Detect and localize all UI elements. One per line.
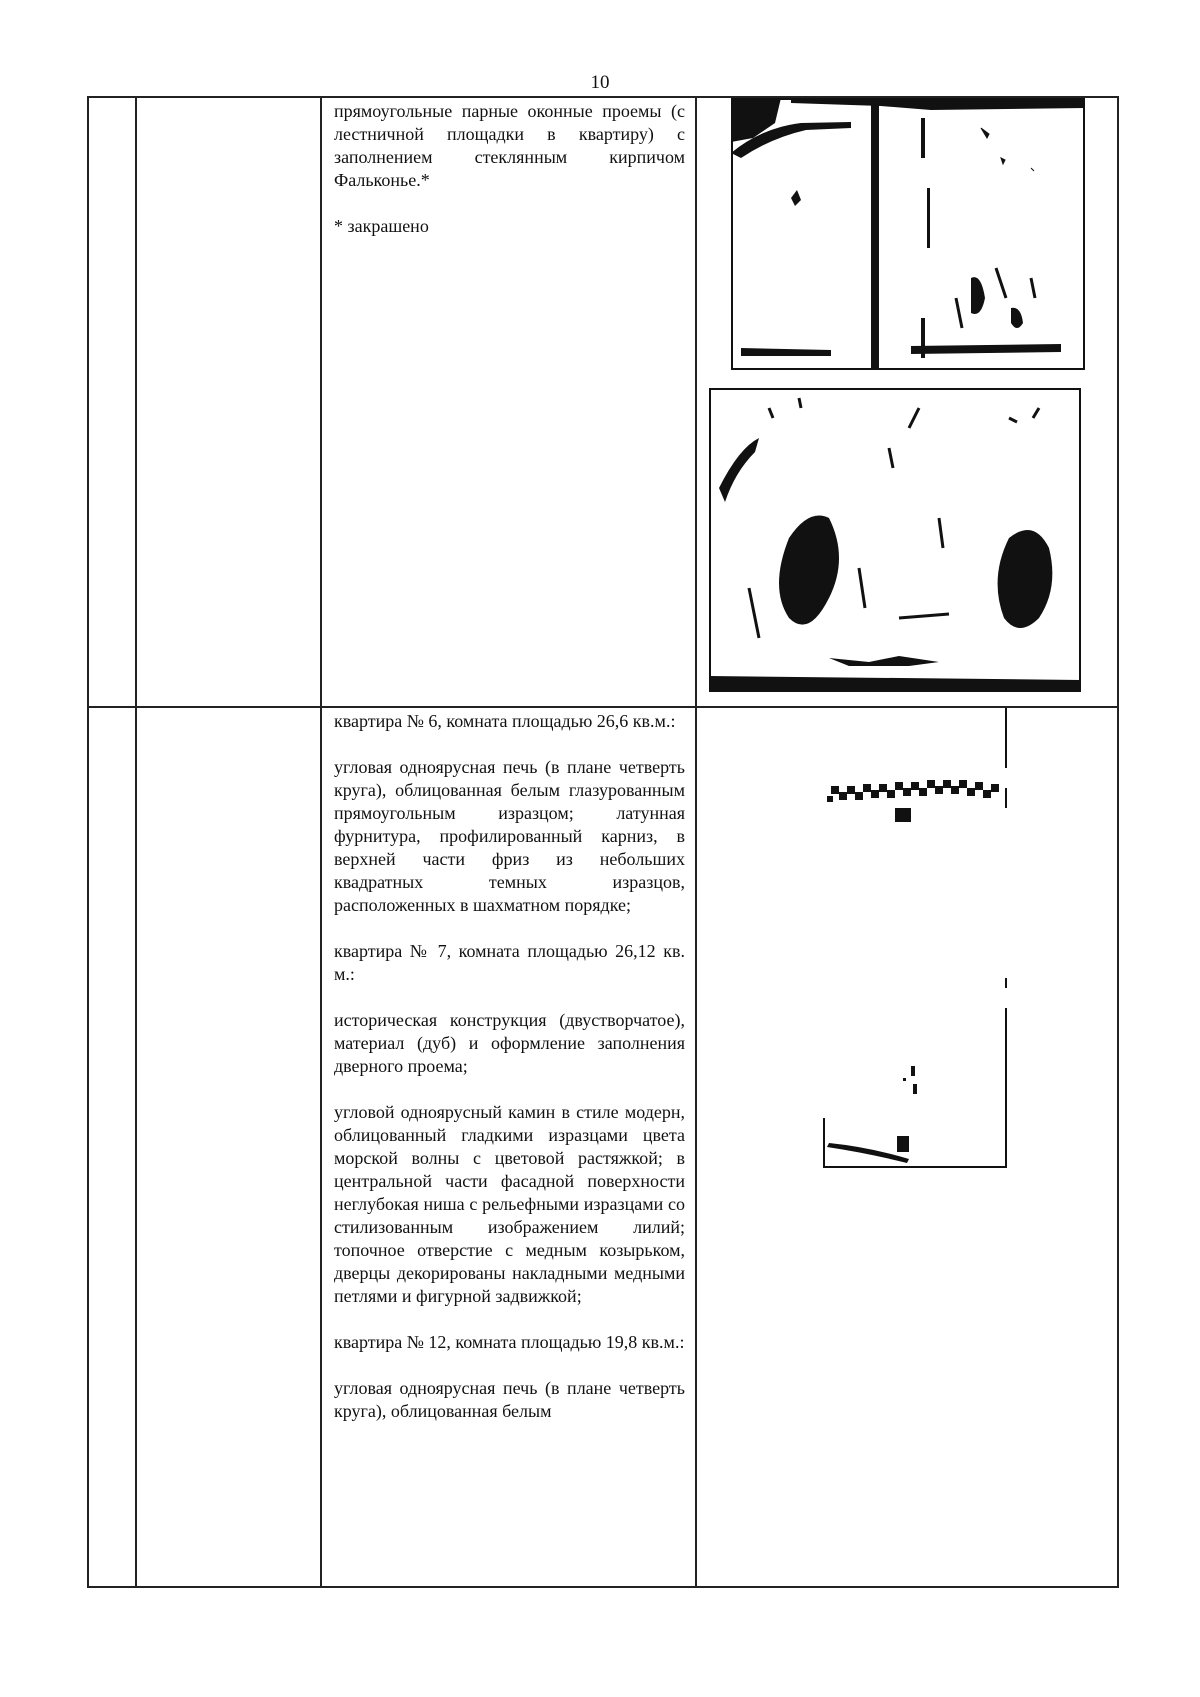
number-cell	[88, 707, 136, 1587]
paragraph: угловая одноярусная печь (в плане четверть круга), облицованная белым глазурованным прямоугольным изразцом; латунная фурнитура, профилированный карниз, в верхней части фриз из небольших квадратных темных изразцов, расположенных в шахматном порядке;	[334, 757, 685, 915]
footnote: * закрашено	[334, 216, 429, 236]
photo-cell	[696, 97, 1118, 707]
fireplace-photo	[809, 978, 1009, 1178]
paragraph: квартира № 7, комната площадью 26,12 кв. м.:	[334, 941, 685, 984]
tiled-stove-photo	[809, 708, 1009, 948]
table-row	[88, 97, 1118, 707]
document-table	[87, 96, 1119, 1588]
name-cell	[136, 97, 321, 707]
paragraph: угловой одноярусный камин в стиле модерн, облицованный гладкими изразцами цвета морской волны с цветовой растяжкой; в центральной части фасадной поверхности неглубокая ниша с рельефными изразцами со стилизованным изображением лилий; топочное отверстие с медным козырьком, дверцы декорированы накладными медными петлями и фигурной задвижкой;	[334, 1102, 685, 1306]
table-row	[88, 707, 1118, 1587]
glass-brick-photo	[709, 388, 1081, 692]
description-cell	[321, 97, 696, 707]
paragraph: угловая одноярусная печь (в плане четверть круга), облицованная белым	[334, 1378, 685, 1421]
number-cell	[88, 97, 136, 707]
paragraph: квартира № 12, комната площадью 19,8 кв.м.:	[334, 1332, 685, 1352]
paragraph: квартира № 6, комната площадью 26,6 кв.м.:	[334, 711, 676, 731]
description-cell	[321, 707, 696, 1587]
page-number: 10	[590, 72, 610, 93]
name-cell	[136, 707, 321, 1587]
window-openings-photo	[731, 98, 1085, 370]
paragraph: историческая конструкция (двустворчатое), материал (дуб) и оформление заполнения дверного проема;	[334, 1010, 685, 1076]
photo-cell	[696, 707, 1118, 1587]
paragraph: прямоугольные парные оконные проемы (с лестничной площадки в квартиру) с заполнением стеклянным кирпичом Фальконье.*	[334, 101, 685, 190]
